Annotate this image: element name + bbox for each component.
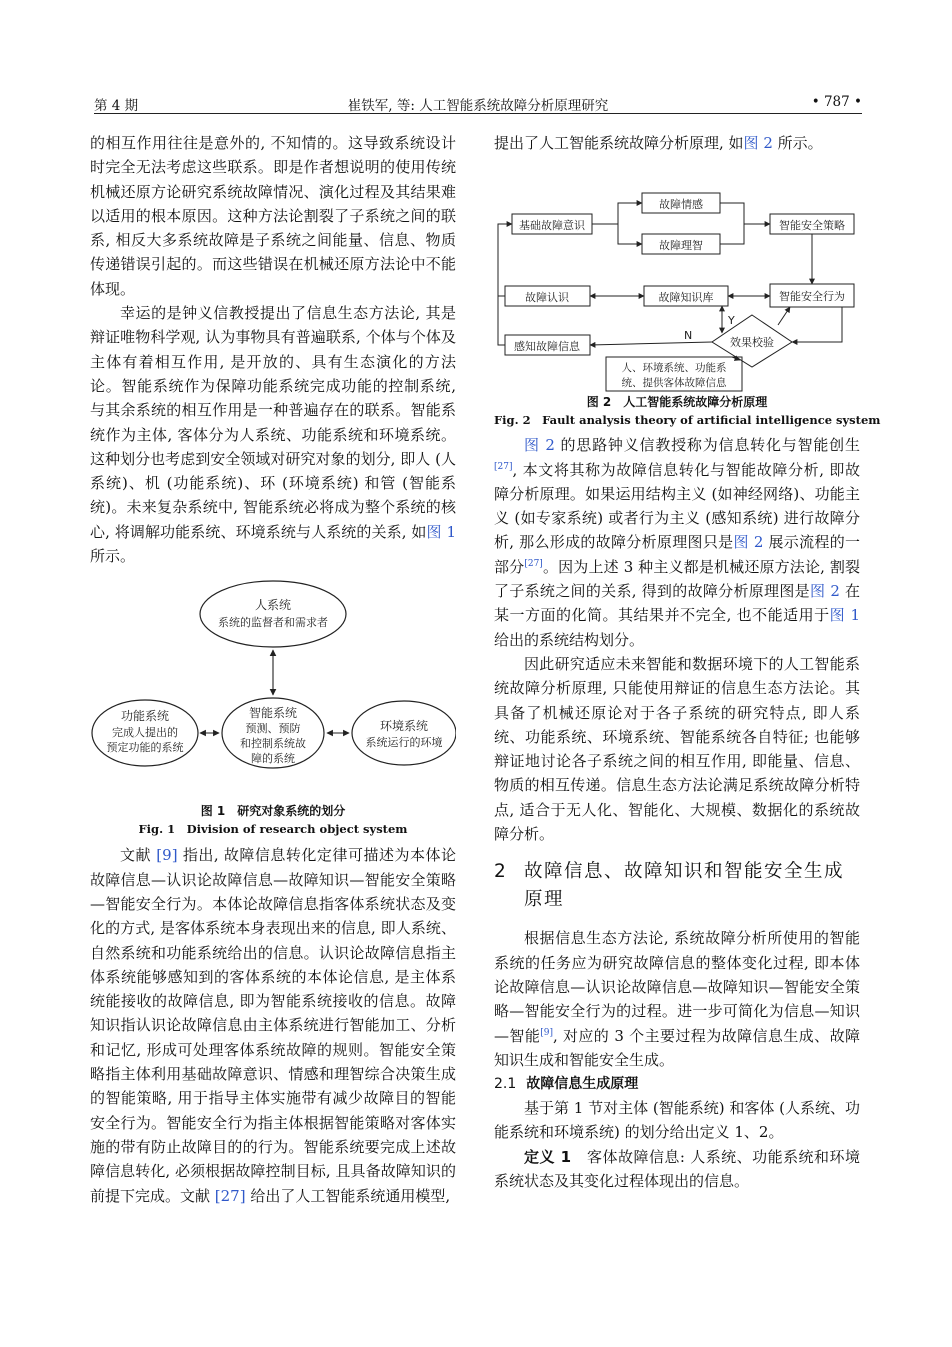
paragraph-text: 所示。 <box>90 547 136 566</box>
citation-link[interactable]: [27] <box>214 1186 246 1205</box>
paragraph <box>494 433 860 652</box>
figure-1 <box>90 574 456 802</box>
figure-link[interactable]: 图 2 <box>743 134 773 152</box>
figure-link[interactable]: 图 1 <box>426 522 457 541</box>
edge-behavior-verify-left <box>778 307 790 325</box>
paragraph-text: 指出, 故障信息转化定律可描述为本体论故障信息—认识论故障信息—故障知识—智能安全策略—智能安全行为。本体论故障信息指客体系统状态及变化的方式, 是客体系统本身表现出来的信息, 即人系统、自然系统和功能系统给出的信息。认识论故障信息指主体系统能够感知到的客体系统的本体论信息, 是主体系统能接收的故障信息, 即为智能系统接收的信息。故障知识指认识论故障信息由主体系统进行智能加工、分析和记忆, 形成可处理客体系统故障的规则。智能安全策略指主体利用基础故障意识、情感和理智综合决策生成的智能策略, 用于指导主体实施带有减少故障目的智能安全行为。智能安全行为指主体根据智能策略对客体实施的带有防止故障目的的行为。智能系统要完成上述故障信息转化, 必须根据故障控制目标, 且具备故障知识的前提下完成。文献 <box>90 846 456 1205</box>
safety-behavior-label: 智能安全行为 <box>779 290 845 304</box>
edge-emotion-merge <box>720 203 744 244</box>
environment-system-node <box>352 701 456 765</box>
fault-reason-label: 故障理智 <box>659 239 703 253</box>
paragraph-text: 幸运的是钟义信教授提出了信息生态方法论, 其是辩证唯物科学观, 认为事物具有普遍联系, 个体与个体及主体有着相互作用, 是开放的、具有生态演化的方法论。智能系统作为保障功能系统完成功能的控制系统, 与其余系统的相互作用是一种普遍存在的联系。智能系统作为主体, 客体分为人系统、功能系统和环境系统。这种划分也考虑到安全领域对研究对象的划分, 即人 (人系统)、机 (功能系统)、环 (环境系统) 和管 (智能系统)。未来复杂系统中, 智能系统必将成为整个系统的核心, 将调解功能系统、环境系统与人系统的关系, 如 <box>90 304 456 541</box>
right-column <box>494 131 881 1193</box>
figure-link[interactable]: 图 2 <box>809 582 840 601</box>
running-title: 崔铁军, 等: 人工智能系统故障分析原理研究 <box>347 98 609 114</box>
subsection-title: 故障信息生成原理 <box>526 1076 639 1093</box>
basic-awareness-label: 基础故障意识 <box>519 219 585 233</box>
figure-2 <box>494 161 860 393</box>
definition <box>494 1145 860 1194</box>
paragraph-text: 在某一方面的化简。其结果并不完全, 也不能适用于 <box>494 582 860 625</box>
intelligent-system-desc-2: 和控制系统故 <box>240 737 306 751</box>
figure-2-caption-cn: 图 2 人工智能系统故障分析原理 <box>586 395 768 410</box>
figure-2-diagram <box>494 161 860 393</box>
figure-1-caption-en: Fig. 1 Division of research object system <box>138 822 408 837</box>
yes-label: Y <box>728 314 735 328</box>
intelligent-system-desc-3: 障的系统 <box>251 752 295 766</box>
figure-link[interactable]: 图 2 <box>733 533 764 552</box>
paragraph <box>90 301 456 568</box>
citation-link[interactable]: [27] <box>524 558 543 569</box>
human-system-title: 人系统 <box>254 598 292 613</box>
subsection-number: 2.1 <box>494 1076 517 1093</box>
header-rule <box>94 113 862 114</box>
paragraph-text: 的思路钟义信教授称为信息转化与智能创生 <box>554 436 860 455</box>
edge-to-reason <box>618 224 642 244</box>
environment-system-desc: 系统运行的环境 <box>365 736 443 750</box>
paragraph-text: 文献 <box>120 846 157 865</box>
paragraph-text: 给出了人工智能系统通用模型, <box>245 1186 451 1205</box>
section-heading <box>494 858 860 914</box>
knowledge-base-label: 故障知识库 <box>658 291 714 305</box>
safety-strategy-label: 智能安全策略 <box>779 219 845 233</box>
figure-link[interactable]: 图 1 <box>829 606 860 625</box>
paragraph-text: 。因为上述 3 种主义都是机械还原方法论, 割裂了子系统之间的关系, 得到的故障分析原理图是 <box>494 557 860 601</box>
figure-1-diagram <box>90 574 456 802</box>
definition-text: 客体故障信息: 人系统、功能系统和环境系统状态及其变化过程体现出的信息。 <box>494 1147 860 1191</box>
paragraph <box>494 131 860 155</box>
citation-link[interactable]: [27] <box>494 461 513 472</box>
paragraph-text: 给出的系统结构划分。 <box>494 630 645 649</box>
paragraph-text: , 对应的 3 个主要过程为故障信息生成、故障知识生成和智能安全生成。 <box>494 1026 860 1069</box>
edge-verify-no <box>590 342 712 345</box>
definition-label: 定义 1 <box>524 1147 572 1166</box>
fault-cognize-label: 故障认识 <box>525 291 569 305</box>
intelligent-system-desc-1: 预测、预防 <box>245 722 301 736</box>
paragraph-text: 提出了人工智能系统故障分析原理, 如 <box>494 134 744 152</box>
paragraph: 因此研究适应未来智能和数据环境下的人工智能系统故障分析原理, 只能使用辩证的信息生态方法论。其具备了机械还原论对于各子系统的研究特点, 即人系统、功能系统、环境系统、智能系统各自特征; 也能够辩证地讨论各子系统之间的相互作用, 即能量、信息、物质的相互传递。信息生态方法论满足系统故障分析特点, 适合于无人化、智能化、大规模、数据化的系统故障分析。 <box>494 654 860 844</box>
paragraph: 基于第 1 节对主体 (智能系统) 和客体 (人系统、功能系统和环境系统) 的划分给出定义 1、2。 <box>494 1099 860 1142</box>
left-column <box>90 131 456 1208</box>
figure-link[interactable]: 图 2 <box>524 436 555 455</box>
human-system-desc: 系统的监督者和需求者 <box>218 616 328 630</box>
citation-link[interactable]: [9] <box>156 846 178 865</box>
fault-emotion-label: 故障情感 <box>659 198 703 212</box>
function-system-desc-2: 预定功能的系统 <box>106 741 184 755</box>
section-number: 2 <box>494 861 508 883</box>
paragraph-text: 展示流程的一部分 <box>494 533 860 576</box>
environment-system-title: 环境系统 <box>379 719 429 734</box>
figure-2-caption-en: Fig. 2 Fault analysis theory of artificial intelligence system <box>494 413 881 428</box>
issue-number: 第 4 期 <box>94 98 139 114</box>
edge-perceive-loop <box>498 224 512 345</box>
human-system-node <box>200 581 346 647</box>
paragraph-text: , 本文将其称为故障信息转化与智能故障分析, 即故障分析原理。如果运用结构主义 (如神经网络)、功能主义 (如专家系统) 或者行为主义 (感知系统) 进行故障分析, 那么形成的故障分析原理图只是 <box>494 460 860 552</box>
edge-behavior-verify-right <box>792 307 842 342</box>
figure-1-caption-cn: 图 1 研究对象系统的划分 <box>200 804 346 819</box>
running-header <box>94 90 862 114</box>
subsection-heading <box>494 1072 860 1096</box>
provide-info-label-2: 统、提供客体故障信息 <box>621 377 727 390</box>
function-system-desc-1: 完成人提出的 <box>112 726 178 740</box>
citation-link[interactable]: [9] <box>540 1027 554 1038</box>
section-title: 故障信息、故障知识和智能安全生成原理 <box>524 861 845 911</box>
verify-label: 效果校验 <box>730 336 774 350</box>
function-system-title: 功能系统 <box>120 709 170 724</box>
paragraph <box>90 843 456 1207</box>
intelligent-system-title: 智能系统 <box>248 706 298 721</box>
paragraph: 的相互作用往往是意外的, 不知情的。这导致系统设计时完全无法考虑这些联系。即是作者想说明的使用传统机械还原方论研究系统故障情况、演化过程及其结果难以适用的根本原因。这种方法论割裂了子系统之间的联系, 相反大多系统故障是子系统之间能量、信息、物质传递错误引起的。而这些错误在机械还原方法论中不能体现。 <box>90 134 456 298</box>
paragraph-text: 所示。 <box>772 134 823 152</box>
paragraph <box>494 926 860 1072</box>
perceive-info-label: 感知故障信息 <box>514 340 580 354</box>
provide-info-label-1: 人、环境系统、功能系 <box>621 362 727 375</box>
page-number: • 787 • <box>811 94 862 110</box>
no-label: N <box>684 329 693 343</box>
edge-to-emotion <box>618 203 642 224</box>
paragraph-text: 根据信息生态方法论, 系统故障分析所使用的智能系统的任务应为研究故障信息的整体变化过程, 即本体论故障信息—认识论故障信息—故障知识—智能安全策略—智能安全行为的过程。进一步可简化为信息—知识—智能 <box>494 929 860 1045</box>
